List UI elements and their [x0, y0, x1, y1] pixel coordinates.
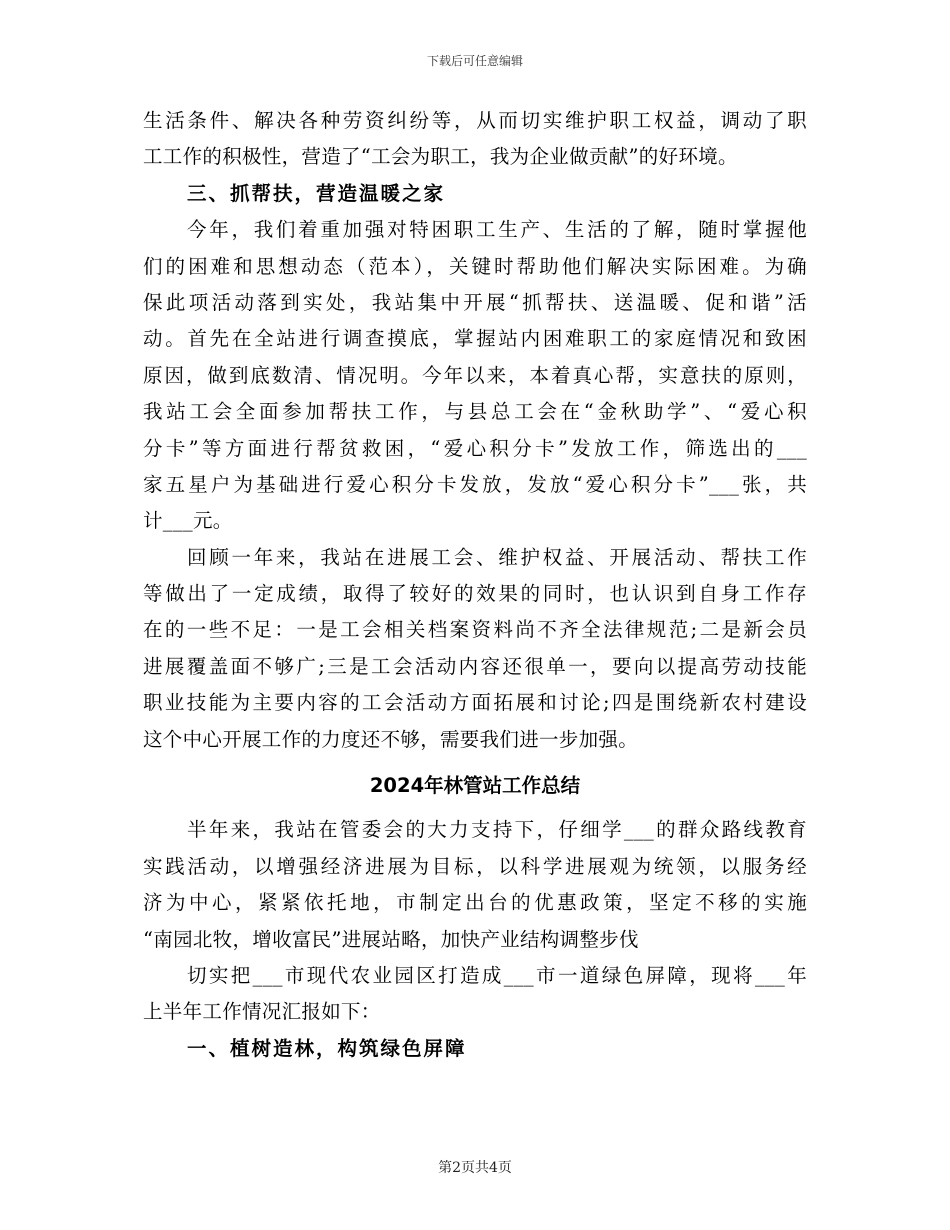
paragraph-4 — [143, 812, 807, 958]
text-line: 分卡”等方面进行帮贫救困，“爱心积分卡”发放工作，筛选出的___ — [143, 436, 807, 460]
text-line: 计___元。 — [143, 509, 233, 533]
page-header: 下载后可任意编辑 — [426, 54, 523, 68]
text-line: 在的一些不足：一是工会相关档案资料尚不齐全法律规范;二是新会员 — [143, 618, 807, 642]
paragraph-5 — [143, 958, 807, 1031]
text-line: 工工作的积极性，营造了“工会为职工，我为企业做贡献”的好环境。 — [143, 145, 738, 169]
text-line: 切实把___市现代农业园区打造成___市一道绿色屏障，现将___年 — [187, 963, 807, 987]
page-footer: 第2页共4页 — [438, 1160, 512, 1176]
text-line: 家五星户为基础进行爱心积分卡发放，发放“爱心积分卡”___张，共 — [143, 472, 807, 496]
paragraph-1 — [143, 103, 807, 176]
text-line: 济为中心，紧紧依托地，市制定出台的优惠政策，坚定不移的实施 — [143, 891, 807, 915]
text-line: 这个中心开展工作的力度还不够，需要我们进一步加强。 — [143, 727, 639, 751]
text-line: “南园北牧，增收富民”进展站略，加快产业结构调整步伐 — [143, 927, 639, 951]
text-line: 今年，我们着重加强对特困职工生产、生活的了解，随时掌握他 — [187, 218, 807, 242]
text-line: 进展覆盖面不够广;三是工会活动内容还很单一，要向以提高劳动技能 — [143, 654, 807, 678]
text-line: 保此项活动落到实处，我站集中开展“抓帮扶、送温暖、促和谐”活 — [143, 290, 807, 314]
section-heading-3: 三、抓帮扶，营造温暖之家 — [187, 181, 446, 205]
text-line: 职业技能为主要内容的工会活动方面拓展和讨论;四是围绕新农村建设 — [143, 691, 807, 715]
text-line: 上半年工作情况汇报如下： — [143, 1000, 381, 1024]
text-line: 原因，做到底数清、情况明。今年以来，本着真心帮，实意扶的原则， — [143, 363, 807, 387]
text-line: 们的困难和思想动态（范本），关键时帮助他们解决实际困难。为确 — [143, 254, 807, 278]
document-body — [143, 103, 807, 1067]
text-line: 半年来，我站在管委会的大力支持下，仔细学___的群众路线教育 — [187, 818, 807, 842]
paragraph-2 — [143, 212, 807, 540]
text-line: 动。首先在全站进行调查摸底，掌握站内困难职工的家庭情况和致困 — [143, 327, 807, 351]
text-line: 回顾一年来，我站在进展工会、维护权益、开展活动、帮扶工作 — [187, 545, 807, 569]
section-heading-1: 一、植树造林，构筑绿色屏障 — [187, 1036, 467, 1060]
paragraph-3 — [143, 540, 807, 758]
document-title: 2024年林管站工作总结 — [369, 774, 581, 798]
text-line: 生活条件、解决各种劳资纠纷等，从而切实维护职工权益，调动了职 — [143, 109, 807, 132]
text-line: 我站工会全面参加帮扶工作，与县总工会在“金秋助学”、“爱心积 — [143, 400, 807, 424]
text-line: 实践活动，以增强经济进展为目标，以科学进展观为统领，以服务经 — [143, 854, 807, 878]
text-line: 等做出了一定成绩，取得了较好的效果的同时，也认识到自身工作存 — [143, 582, 807, 606]
